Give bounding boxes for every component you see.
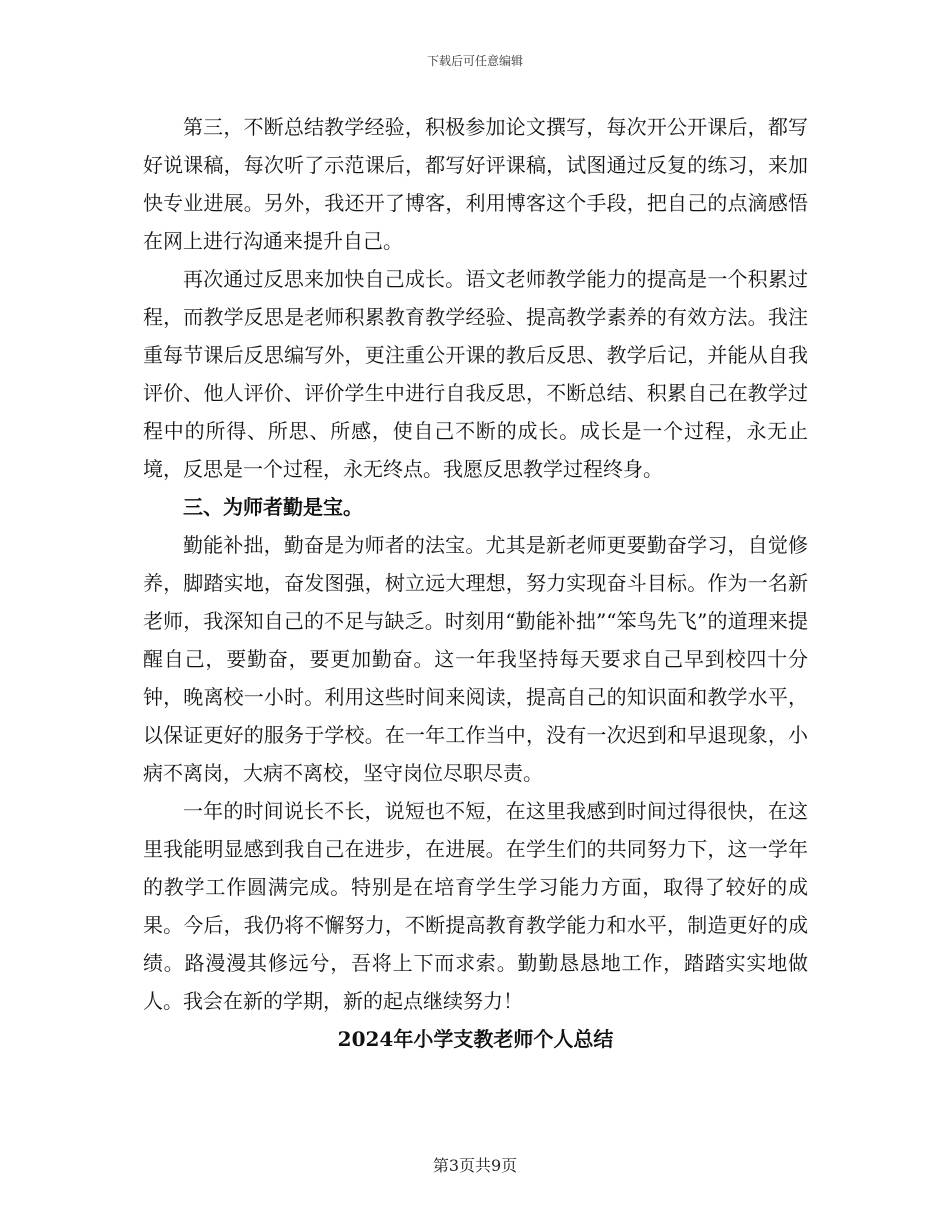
section-heading-diligence: 三、为师者勤是宝。 [183,495,363,519]
document-body [143,108,808,1058]
paragraph-diligence: 勤能补拙，勤奋是为师者的法宝。尤其是新老师更要勤奋学习，自觉修养，脚踏实地，奋发图强，树立远大理想，努力实现奋斗目标。作为一名新老师，我深知自己的不足与缺乏。时刻用“勤能补拙”“笨鸟先飞”的道理来提醒自己，要勤奋，要更加勤奋。这一年我坚持每天要求自己早到校四十分钟，晚离校一小时。利用这些时间来阅读，提高自己的知识面和教学水平，以保证更好的服务于学校。在一年工作当中，没有一次迟到和早退现象，小病不离岗，大病不离校，坚守岗位尽职尽责。 [143,533,808,785]
paragraph-reflection: 再次通过反思来加快自己成长。语文老师教学能力的提高是一个积累过程，而教学反思是老师积累教育教学经验、提高教学素养的有效方法。我注重每节课后反思编写外，更注重公开课的教后反思、教学后记，并能从自我评价、他人评价、评价学生中进行自我反思，不断总结、积累自己在教学过程中的所得、所思、所感，使自己不断的成长。成长是一个过程，永无止境，反思是一个过程，永无终点。我愿反思教学过程终身。 [143,267,808,481]
page-footer-page-number: 第3页共9页 [432,1156,518,1175]
page-header-note: 下载后可任意编辑 [426,54,523,68]
next-document-title: 2024年小学支教老师个人总结 [337,1027,614,1051]
paragraph-conclusion: 一年的时间说长不长，说短也不短，在这里我感到时间过得很快，在这里我能明显感到我自己在进步，在进展。在学生们的共同努力下，这一学年的教学工作圆满完成。特别是在培育学生学习能力方面，取得了较好的成果。今后，我仍将不懈努力，不断提高教育教学能力和水平，制造更好的成绩。路漫漫其修远兮，吾将上下而求索。勤勤恳恳地工作，踏踏实实地做人。我会在新的学期，新的起点继续努力！ [143,799,808,1013]
paragraph-summarize-experience: 第三，不断总结教学经验，积极参加论文撰写，每次开公开课后，都写好说课稿，每次听了示范课后，都写好评课稿，试图通过反复的练习，来加快专业进展。另外，我还开了博客，利用博客这个手段，把自己的点滴感悟在网上进行沟通来提升自己。 [143,115,808,253]
